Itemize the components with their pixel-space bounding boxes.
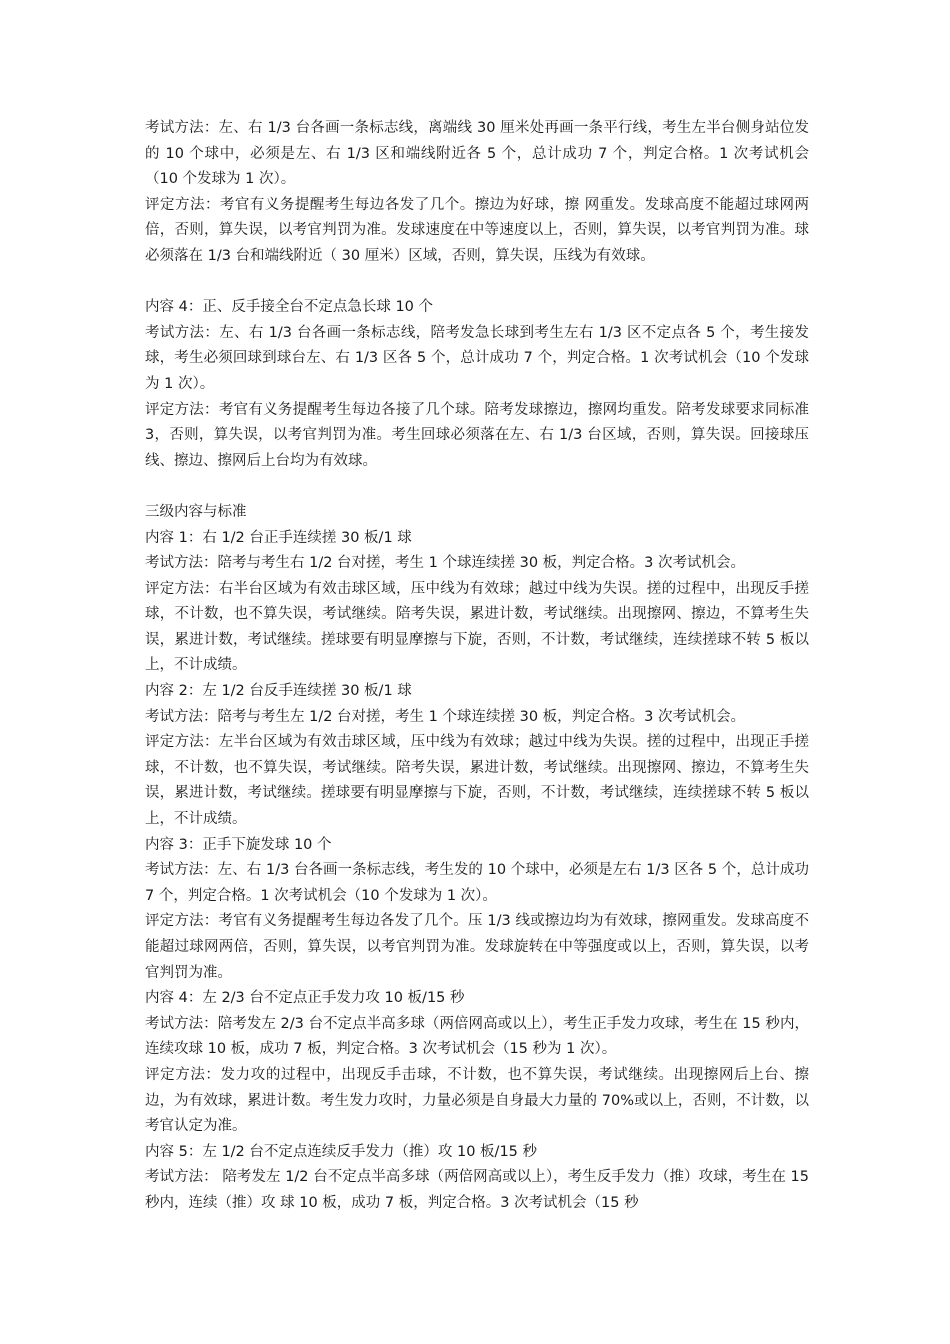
paragraph-l3-item-3-evaluation: 评定方法：考官有义务提醒考生每边各发了几个。压 1/3 线或擦边均为有效球，擦网重发。发球高度不能超过球网两倍，否则，算失误，以考官判罚为准。发球旋转在中等强度或以上，否则，算失误，以考官判罚为准。 <box>145 913 809 981</box>
paragraph-l3-item-2-evaluation: 评定方法：左半台区域为有效击球区域，压中线为有效球；越过中线为失误。搓的过程中，出现正手搓球，不计数，也不算失误，考试继续。陪考失误，累进计数，考试继续。出现擦网、擦边，不算考生失误，累进计数，考试继续。搓球要有明显摩擦与下旋，否则，不计数，考试继续，连续搓球不转 5 板以上，不计成绩。 <box>145 734 809 828</box>
paragraph-l3-item-2-test-method: 考试方法：陪考与考生左 1/2 台对搓，考生 1 个球连续搓 30 板，判定合格。3 次考试机会。 <box>145 708 745 725</box>
paragraph-serve-test-method: 考试方法：左、右 1/3 台各画一条标志线，离端线 30 厘米处再画一条平行线，考生左半台侧身站位发的 10 个球中，必须是左、右 1/3 区和端线附近各 5 个，总计成功 7 个，判定合格。1 次考试机会（10 个发球为 1 次）。 <box>145 120 809 188</box>
blank-line <box>145 474 809 500</box>
paragraph-item-4-test-method: 考试方法：左、右 1/3 台各画一条标志线，陪考发急长球到考生左右 1/3 区不定点各 5 个，考生接发球，考生必须回球到球台左、右 1/3 区各 5 个，总计成功 7 个，判定合格。1 次考试机会（10 个发球为 1 次）。 <box>145 324 809 392</box>
paragraph-l3-item-5-test-method: 考试方法： 陪考发左 1/2 台不定点半高多球（两倍网高或以上），考生反手发力（推）攻球，考生在 15 秒内，连续（推）攻 球 10 板，成功 7 板，判定合格。3 次考试机会（15 秒 <box>145 1169 809 1211</box>
paragraph-item-4-heading: 内容 4：正、反手接全台不定点急长球 10 个 <box>145 299 434 316</box>
paragraph-item-4-evaluation: 评定方法：考官有义务提醒考生每边各接了几个球。陪考发球擦边，擦网均重发。陪考发球要求同标准 3，否则，算失误，以考官判罚为准。考生回球必须落在左、右 1/3 台区域，否则，算失误。回接球压线、擦边、擦网后上台均为有效球。 <box>145 401 809 469</box>
blank-line <box>145 270 809 296</box>
paragraph-serve-evaluation: 评定方法：考官有义务提醒考生每边各发了几个。擦边为好球，擦 网重发。发球高度不能超过球网两倍，否则，算失误，以考官判罚为准。发球速度在中等速度以上，否则，算失误，以考官判罚为准。球必须落在 1/3 台和端线附近（ 30 厘米）区域，否则，算失误，压线为有效球。 <box>145 196 809 264</box>
paragraph-l3-item-4-test-method: 考试方法：陪考发左 2/3 台不定点半高多球（两倍网高或以上），考生正手发力攻球，考生在 15 秒内，连续攻球 10 板，成功 7 板，判定合格。3 次考试机会（15 秒为 1 次）。 <box>145 1015 809 1058</box>
paragraph-l3-item-4-evaluation: 评定方法：发力攻的过程中，出现反手击球，不计数，也不算失误，考试继续。出现擦网后上台、擦边，为有效球，累进计数。考生发力攻时，力量必须是自身最大力量的 70%或以上，否则，不计数，以考官认定为准。 <box>145 1066 809 1135</box>
paragraph-l3-item-1-heading: 内容 1：右 1/2 台正手连续搓 30 板/1 球 <box>145 529 412 546</box>
document-page <box>145 116 809 1217</box>
paragraph-l3-item-2-heading: 内容 2：左 1/2 台反手连续搓 30 板/1 球 <box>145 683 412 700</box>
paragraph-l3-item-3-test-method: 考试方法：左、右 1/3 台各画一条标志线，考生发的 10 个球中，必须是左右 1/3 区各 5 个，总计成功 7 个，判定合格。1 次考试机会（10 个发球为 1 次）。 <box>145 862 809 904</box>
section-heading-level-3: 三级内容与标准 <box>145 503 247 520</box>
paragraph-l3-item-1-evaluation: 评定方法：右半台区域为有效击球区域，压中线为有效球；越过中线为失误。搓的过程中，出现反手搓球，不计数，也不算失误，考试继续。陪考失误，累进计数，考试继续。出现擦网、擦边，不算考生失误，累进计数，考试继续。搓球要有明显摩擦与下旋，否则，不计数，考试继续，连续搓球不转 5 板以上，不计成绩。 <box>145 580 809 674</box>
paragraph-l3-item-1-test-method: 考试方法：陪考与考生右 1/2 台对搓，考生 1 个球连续搓 30 板，判定合格。3 次考试机会。 <box>145 555 745 572</box>
paragraph-l3-item-5-heading: 内容 5：左 1/2 台不定点连续反手发力（推）攻 10 板/15 秒 <box>145 1143 538 1160</box>
paragraph-l3-item-3-heading: 内容 3：正手下旋发球 10 个 <box>145 836 332 853</box>
paragraph-l3-item-4-heading: 内容 4：左 2/3 台不定点正手发力攻 10 板/15 秒 <box>145 990 465 1007</box>
